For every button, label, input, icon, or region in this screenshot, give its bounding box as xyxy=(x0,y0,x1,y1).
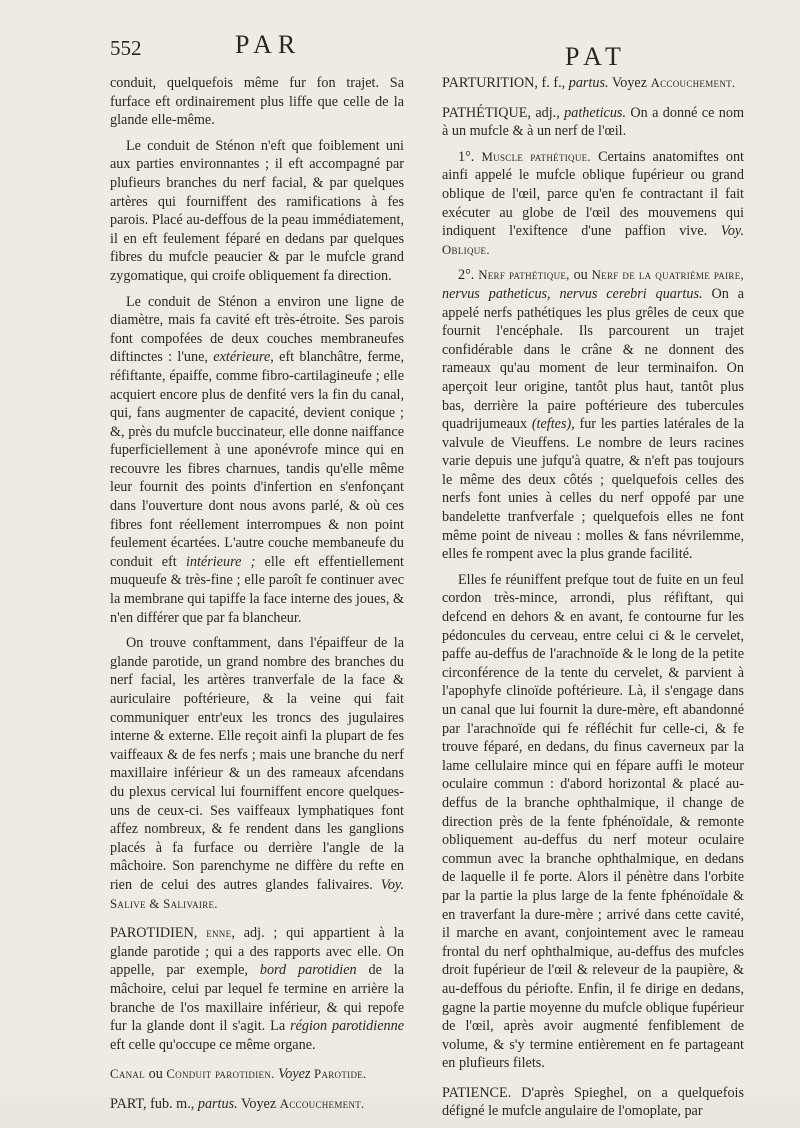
cross-ref-label: Voy. xyxy=(380,876,404,893)
subentry-number: 1°. xyxy=(458,148,475,165)
term: partus. xyxy=(568,75,609,91)
cross-ref: Salive & Salivaire. xyxy=(110,896,218,911)
paragraph-stenon-relations: Le conduit de Sténon n'eft que foiblement uni aux parties environnantes ; il eft accompagné par plufieurs branches du nerf facial, & par quelques artères qui fourniffent des ramifications à fes parois. Placé au-deffous de la peau immédiatement, il en eft feulement féparé en dedans par quelques fibres du mufcle peaucier & par le mufcle grand zygomatique, qui croife obliquement fa direction. xyxy=(110,137,404,284)
page-number: 552 xyxy=(110,36,142,60)
subentry-headword: Nerf de la quatrième paire, xyxy=(591,268,745,283)
cross-ref: Oblique. xyxy=(442,242,490,257)
right-column xyxy=(442,74,744,1128)
text: Certains anatomiftes ont ainfi appelé le mufcle oblique fupérieur ou grand oblique de l'œil, parce qu'en fe contractant il fait exécuter au globe de l'œil des mouvemens qui indiquent l'exiftence d'une paffion vive. xyxy=(442,148,744,240)
term: (teftes) xyxy=(531,416,572,433)
paragraph-continuation: conduit, quelquefois même fur fon trajet. Sa furface eft ordinairement plus liffe que celle de la glande elle-même. xyxy=(110,75,404,129)
entry-pathetique xyxy=(442,104,744,141)
text: eft celle qu'occupe ce même organe. xyxy=(110,1036,316,1053)
page-header xyxy=(0,0,800,71)
cross-ref: Accouchement. xyxy=(279,1096,365,1111)
text: elle eft effentiellement muqueufe & très-fine ; elle paroît fe continuer avec la membrane qui tapiffe la face interne des joues, & n'en différer que par fa blancheur. xyxy=(110,553,404,626)
text: , fur les parties latérales de la valvule de Vieuffens. Le nombre de leurs racines varie depuis une jufqu'à quatre, & n'eft pas toujours le même des deux côtés ; quelquefois celles des nerfs font unies à celles du nerf oppofé par une bandelette tranfverfale ; quelquefois elles ne font même point de niveau : molles & fans névrilemme, elles fe rompent avec la plus grande facilité. xyxy=(442,416,745,563)
entry-parturition xyxy=(442,74,744,93)
entry-part xyxy=(110,1095,404,1114)
entry-headword: PART, xyxy=(110,1095,147,1112)
entry-patience xyxy=(442,1084,744,1121)
text: fub. m., xyxy=(150,1095,195,1112)
term: nervus patheticus, nervus cerebri quartus. xyxy=(442,285,703,302)
entry-headword: PATHÉTIQUE, xyxy=(442,104,531,121)
text: On a appelé nerfs pathétiques les plus grêles de ceux que fournit l'encéphale. Ils parcourent un trajet confidérable dans le crâne & ne donnent des rameaux qu'au moment de leur terminaifon. On aperçoit leur origine, tantôt plus haut, tantôt plus bas, derrière la paire poftérieure des tubercules quadrijumeaux xyxy=(442,285,745,433)
text: Voyez xyxy=(240,1095,277,1112)
text: Le conduit de Sténon a environ une ligne de diamètre, mais fa cavité eft très-étroite. Ses parois font compofées de deux couches membraneufes diftinctes : l'une, xyxy=(110,293,404,366)
text: ou xyxy=(148,1066,163,1083)
term: partus. xyxy=(197,1095,238,1112)
entry-parotidien xyxy=(110,924,404,1054)
text: de la mâchoire, celui par lequel fe termine en arrière la branche de l'os maxillaire inférieur, & qui repofe fur la glande dont il s'agit. La xyxy=(110,962,404,1035)
paragraph-nerve-course: Elles fe réuniffent prefque tout de fuite en un feul cordon très-mince, arrondi, plus réfiftant, qui defcend en dehors & en avant, fe contourne fur les pédoncules du cerveau, entre celui ci & le cervelet, paffe au-deffus de l'arachnoïde & le long de la petite circonférence de la tente du cervelet, & parvient à l'apophyfe clinoïde poftérieure. Là, il s'engage dans un canal que lui fournit la dure-mère, eft abandonné par l'arachnoïde qui fe réfléchit fur celle-ci, & fe trouve féparé, en dedans, du finus caverneux par la lame cellulaire mince qui en fépare auffi le moteur oculaire commun : d'abord horizontal & placé au-deffus de la branche ophthalmique, il change de direction près de la fente fphénoïdale, & remonte obliquement au-deffus du nerf moteur oculaire commun avec la branche ophthalmique, en dedans de laquelle il fe porte. Alors il pénètre dans l'orbite par la partie la plus large de la fente fphénoïdale & en traverfant la dure-mère ; arrivé dans cette cavité, il marche en avant, conjointement avec le rameau frontal du nerf ophthalmique, au-deffus des mufcles droit fupérieur de l'œil & releveur de la paupière, & au-deffous du périofte. Enfin, il fe dirige en dedans, gagne la partie moyenne du mufcle oblique fupérieur de l'œil, après avoir augmenté fenfiblement de volume, & s'y termine entièrement en fe partageant en plufieurs filets. xyxy=(442,571,744,1072)
text: On trouve conftamment, dans l'épaiffeur de la glande parotide, un grand nombre des branches du nerf facial, les artères tranverfale de la face & auriculaire poftérieure, & la veine qui fait communiquer entr'eux les troncs des jugulaires interne & externe. Elle reçoit ainfi la plupart de fes vaiffeaux & de fes nerfs ; mais une branche du nerf maxillaire inférieur & un des rameaux afcendans du plexus cervical lui fourniffent encore quelques-uns de ceux-ci. Ses vaiffeaux lymphatiques font affez nombreux, & fe rendent dans les ganglions placés à fa furface ou derrière l'angle de la mâchoire. Son parenchyme ne diffère du refte en rien de celui des autres glandes falivaires. xyxy=(110,635,404,893)
text: adj., xyxy=(535,104,560,121)
left-column xyxy=(110,74,404,1120)
term: intérieure ; xyxy=(185,553,256,570)
entry-headword: Conduit parotidien. xyxy=(166,1067,275,1082)
running-head-right: PAT xyxy=(565,42,627,71)
cross-ref: Accouchement. xyxy=(650,76,736,90)
entry-canal-parotidien xyxy=(110,1065,404,1084)
entry-headword: Canal xyxy=(110,1067,146,1082)
text: f. f., xyxy=(541,75,566,91)
cross-ref-label: Voy. xyxy=(720,223,744,240)
entry-headword: PAROTIDIEN, xyxy=(110,925,198,942)
cross-ref: Parotide. xyxy=(314,1067,367,1082)
text: , eft blanchâtre, ferme, réfiftante, épaiffe, comme fibro-cartilagineufe ; elle acquiert encore plus de denfité vers la fin du canal, qui, fans augmenter de capacité, devient conique ; &, près du mufcle buccinateur, elle donne naiffance fuperficiellement à une aponévrofe mince qui en recouvre les fibres charnues, tandis qu'elle même leur fournit des points d'infertion en s'enfonçant dans l'ouverture dont nous avons parlé, & où ces fibres font réellement interrompues & non point feulement écartées. L'autre couche membaneufe du conduit eft xyxy=(110,349,405,570)
text: On a donné ce nom à un mufcle & à un nerf de l'œil. xyxy=(442,104,744,140)
text: , adj. ; qui appartient à la glande parotide ; qui a des rapports avec elle. On appelle, par exemple, xyxy=(110,925,404,979)
term: extérieure xyxy=(213,349,271,366)
entry-headword: PATIENCE. xyxy=(442,1084,512,1101)
term: région parotidienne xyxy=(290,1018,405,1035)
column-gutter xyxy=(422,78,423,1068)
subentry-nerf-pathetique xyxy=(442,266,744,564)
text: ou xyxy=(573,267,588,284)
paragraph-parotid-vessels xyxy=(110,634,404,913)
term: bord parotidien xyxy=(259,962,357,979)
paragraph-stenon-structure xyxy=(110,293,404,628)
text: Voyez xyxy=(611,75,648,91)
entry-headword: PARTURITION, xyxy=(442,75,538,91)
subentry-muscle-pathetique xyxy=(442,148,744,260)
subentry-headword: Nerf pathétique, xyxy=(478,268,570,283)
cross-ref-label: Voyez xyxy=(278,1066,311,1083)
running-head-left: PAR xyxy=(235,30,302,59)
entry-grammar: enne xyxy=(206,926,232,941)
term: patheticus. xyxy=(564,104,626,121)
text: D'après Spieghel, on a quelquefois défigné le mufcle angulaire de l'omoplate, par xyxy=(442,1084,745,1120)
subentry-headword: Muscle pathétique. xyxy=(481,149,591,164)
subentry-number: 2°. xyxy=(458,267,475,284)
